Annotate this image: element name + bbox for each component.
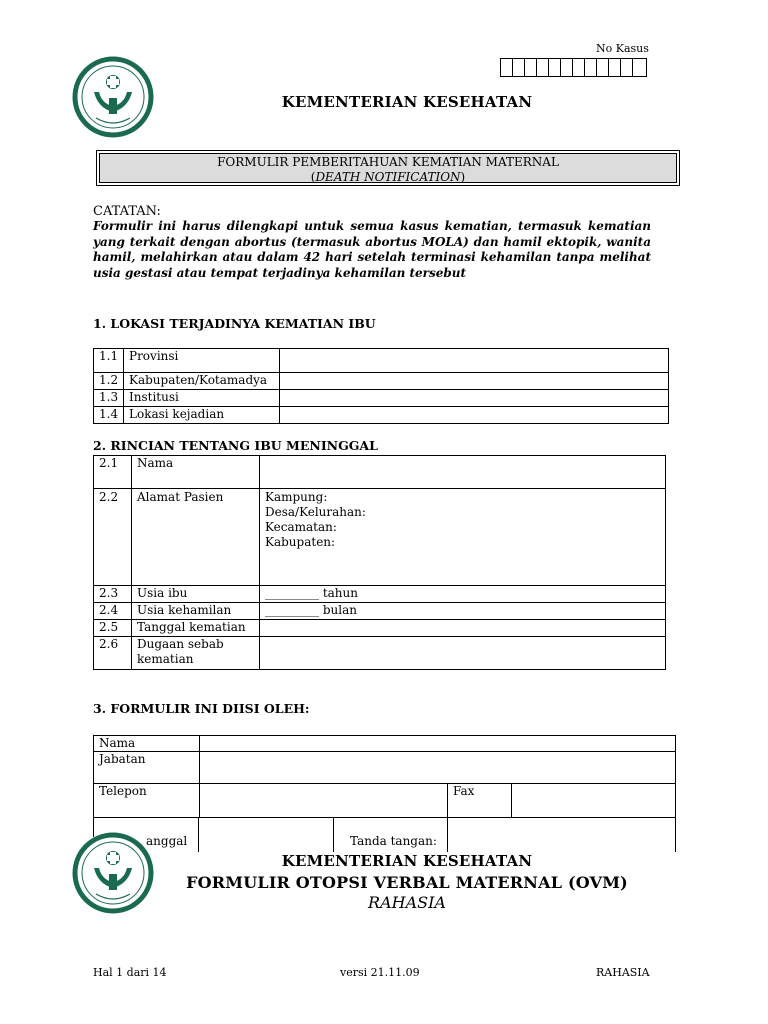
jabatan-field[interactable] xyxy=(200,752,676,784)
row-label: Alamat Pasien xyxy=(132,489,260,586)
row-no: 1.3 xyxy=(94,390,124,407)
ministry-title: KEMENTERIAN KESEHATAN xyxy=(281,93,533,111)
tanda-tangan-label: Tanda tangan: xyxy=(350,834,437,848)
tanggal-field[interactable] xyxy=(198,818,334,852)
tanda-tangan-field[interactable] xyxy=(447,818,676,852)
telepon-field[interactable] xyxy=(200,784,448,818)
nama-label: Nama xyxy=(94,736,200,752)
tanggal-kematian-field[interactable] xyxy=(260,620,666,637)
fax-label: Fax xyxy=(448,784,512,818)
row-label: Tanggal kematian xyxy=(132,620,260,637)
row-no: 2.1 xyxy=(94,456,132,489)
kecamatan-label: Kecamatan: xyxy=(265,520,337,534)
note-label: CATATAN: xyxy=(93,204,161,219)
form-title-line1: FORMULIR PEMBERITAHUAN KEMATIAN MATERNAL xyxy=(217,155,559,169)
section2-title: 2. RINCIAN TENTANG IBU MENINGGAL xyxy=(93,438,378,453)
footer-version: versi 21.11.09 xyxy=(340,966,420,979)
row-label: Nama xyxy=(132,456,260,489)
provinsi-field[interactable] xyxy=(280,349,669,373)
row-no: 1.2 xyxy=(94,373,124,390)
row-label: Usia kehamilan xyxy=(132,603,260,620)
footer-page-number: Hal 1 dari 14 xyxy=(93,966,167,979)
overlay-secret-label: RAHASIA xyxy=(368,893,446,912)
row-no: 2.5 xyxy=(94,620,132,637)
telepon-label: Telepon xyxy=(94,784,200,818)
row-label: Lokasi kejadian xyxy=(124,407,280,424)
row-no: 1.1 xyxy=(94,349,124,373)
nama-field[interactable] xyxy=(260,456,666,489)
kampung-label: Kampung: xyxy=(265,490,328,504)
note-text: Formulir ini harus dilengkapi untuk semua kasus kematian, termasuk kematian yang terkait dengan abortus (termasuk abortus MOLA) dan hamil ektopik, wanita hamil, melahirkan atau dalam 42 hari setelah terminasi kehamilan tanpa melihat usia gestasi atau tempat terjadinya kehamilan tersebut xyxy=(93,219,651,280)
row-label: Institusi xyxy=(124,390,280,407)
no-kasus-boxes[interactable] xyxy=(500,58,647,77)
jabatan-label: Jabatan xyxy=(94,752,200,784)
overlay-ministry-title: KEMENTERIAN KESEHATAN xyxy=(281,852,533,870)
usia-kehamilan-field[interactable]: _________ bulan xyxy=(260,603,666,620)
overlay-form-name: FORMULIR OTOPSI VERBAL MATERNAL (OVM) xyxy=(186,873,628,892)
row-label: Dugaan sebab kematian xyxy=(132,637,260,670)
institusi-field[interactable] xyxy=(280,390,669,407)
row-no: 2.6 xyxy=(94,637,132,670)
form-title-box xyxy=(96,150,680,186)
desa-label: Desa/Kelurahan: xyxy=(265,505,366,519)
lokasi-field[interactable] xyxy=(280,407,669,424)
pengisi-nama-field[interactable] xyxy=(200,736,676,752)
row-label: Provinsi xyxy=(124,349,280,373)
row-label: Kabupaten/Kotamadya xyxy=(124,373,280,390)
alamat-field[interactable] xyxy=(260,489,666,586)
section3-title: 3. FORMULIR INI DIISI OLEH: xyxy=(93,701,310,716)
kabupaten-label: Kabupaten: xyxy=(265,535,336,549)
fax-field[interactable] xyxy=(512,784,676,818)
no-kasus-label: No Kasus xyxy=(596,42,649,55)
tanggal-label: anggal xyxy=(146,834,188,848)
row-label: Usia ibu xyxy=(132,586,260,603)
section1-title: 1. LOKASI TERJADINYA KEMATIAN IBU xyxy=(93,316,376,331)
form-title-line2: (DEATH NOTIFICATION) xyxy=(310,170,466,184)
footer-classification: RAHASIA xyxy=(596,966,650,979)
row-no: 2.3 xyxy=(94,586,132,603)
usia-ibu-field[interactable]: _________ tahun xyxy=(260,586,666,603)
row-no: 1.4 xyxy=(94,407,124,424)
section3-table xyxy=(93,735,676,818)
kabupaten-field[interactable] xyxy=(280,373,669,390)
section1-table xyxy=(93,348,669,424)
row-no: 2.2 xyxy=(94,489,132,586)
dugaan-sebab-field[interactable] xyxy=(260,637,666,670)
section2-table xyxy=(93,455,666,670)
row-no: 2.4 xyxy=(94,603,132,620)
